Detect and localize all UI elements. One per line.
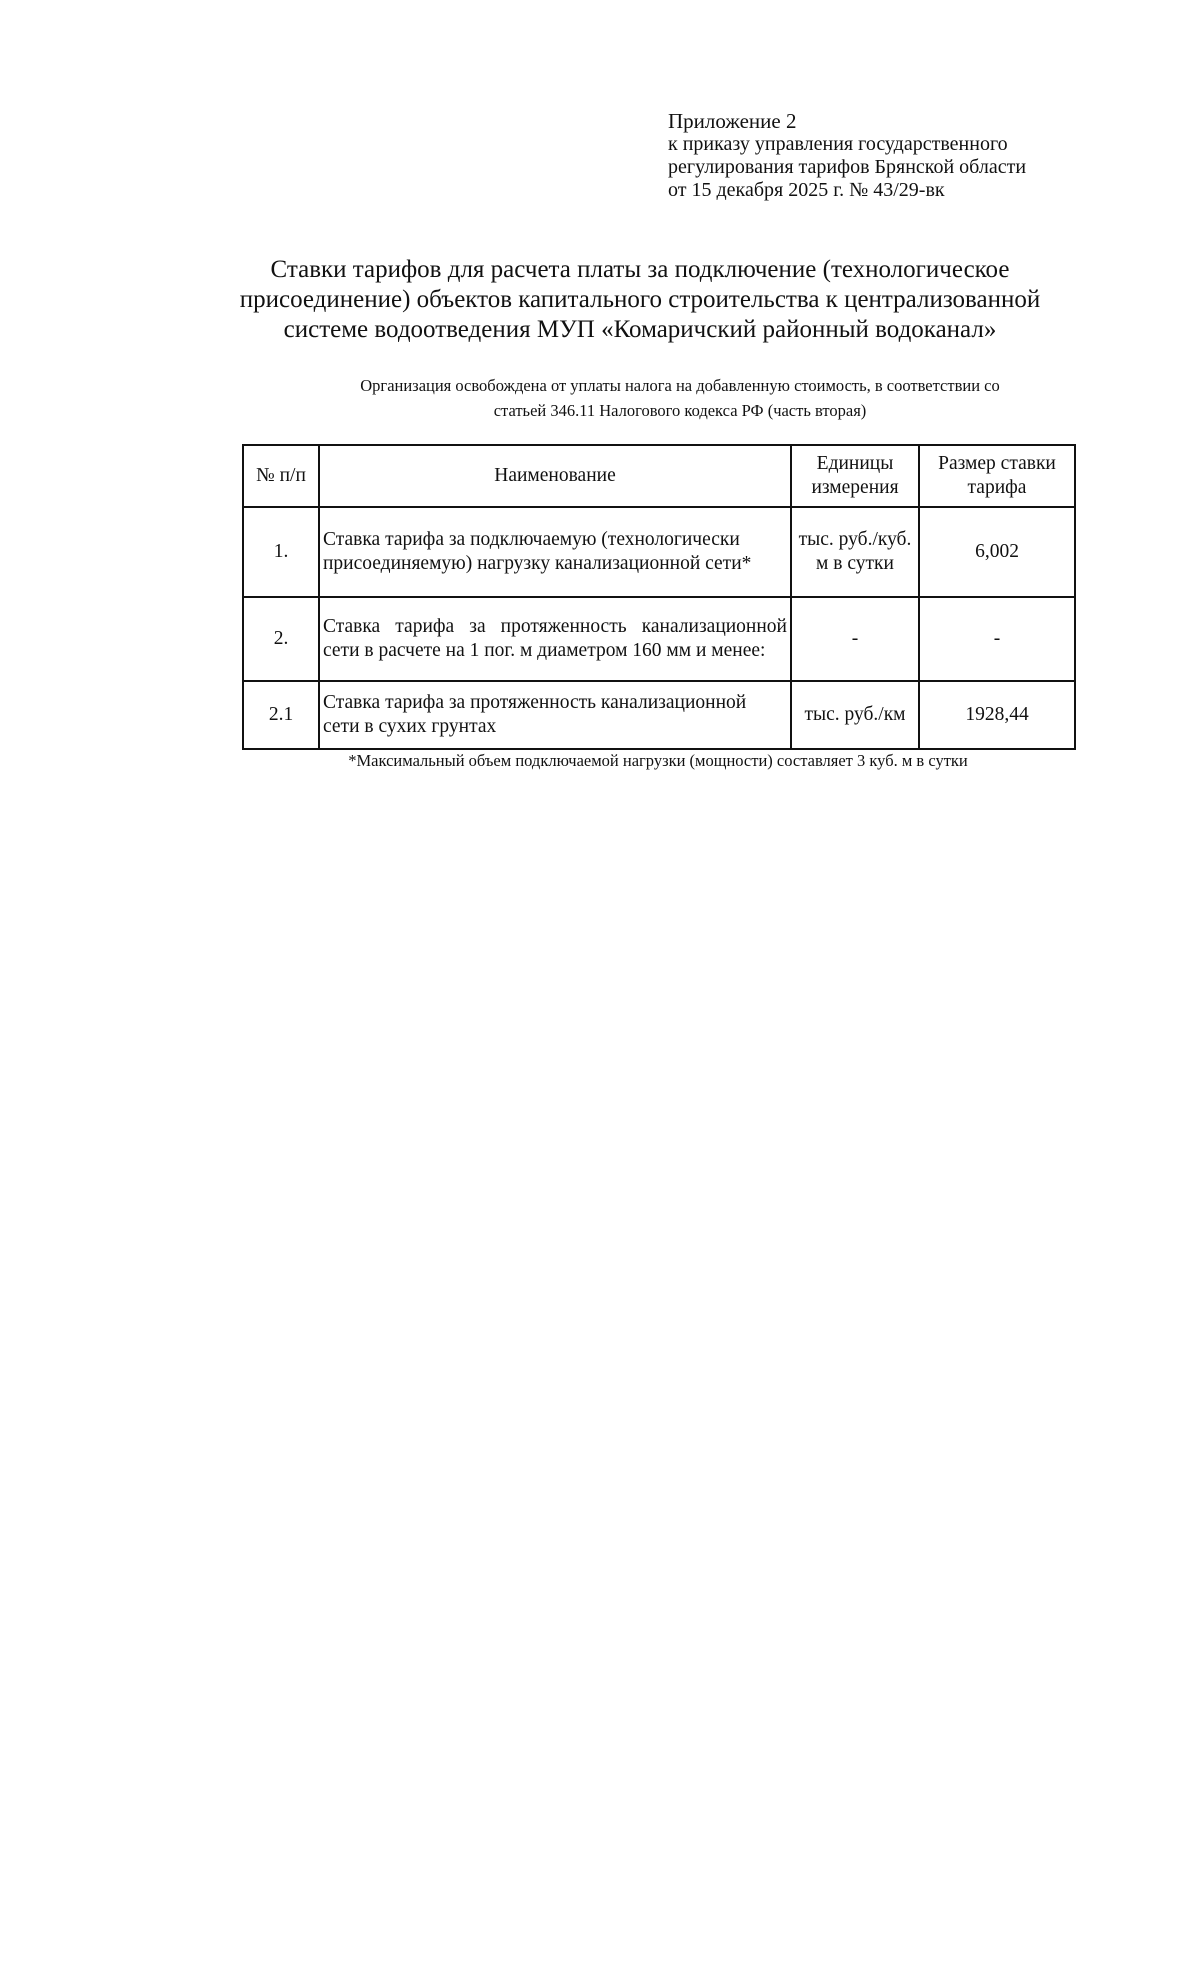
row-rate: - — [919, 597, 1075, 681]
row-unit: тыс. руб./куб. м в сутки — [791, 507, 919, 597]
appendix-number: Приложение 2 — [668, 109, 797, 133]
document-title-line-3: системе водоотведения МУП «Комаричский районный водоканал» — [283, 316, 997, 343]
appendix-header — [668, 110, 1026, 202]
row-rate: 6,002 — [919, 507, 1075, 597]
header-name: Наименование — [319, 445, 791, 507]
row-name: Ставка тарифа за подключаемую (технологически присоединяемую) нагрузку канализационной сети* — [319, 507, 791, 597]
table-row — [243, 507, 1075, 597]
header-number: № п/п — [243, 445, 319, 507]
vat-note-line-2: статьей 346.11 Налогового кодекса РФ (часть вторая) — [493, 401, 867, 420]
vat-note-line-1: Организация освобождена от уплаты налога на добавленную стоимость, в соответствии со — [360, 376, 1000, 395]
row-name: Ставка тарифа за протяженность канализационной сети в расчете на 1 пог. м диаметром 160 мм и менее: — [319, 597, 791, 681]
table-row — [243, 681, 1075, 749]
document-title-line-2: присоединение) объектов капитального строительства к централизованной — [239, 286, 1041, 313]
document-title — [200, 255, 1080, 345]
header-unit: Единицы измерения — [791, 445, 919, 507]
appendix-order-line: к приказу управления государственного — [668, 133, 1008, 155]
row-number: 2. — [243, 597, 319, 681]
appendix-authority-line: регулирования тарифов Брянской области — [668, 156, 1027, 178]
vat-exemption-note — [270, 373, 1090, 423]
load-footnote: *Максимальный объем подключаемой нагрузки (мощности) составляет 3 куб. м в сутки — [348, 751, 968, 770]
header-rate: Размер ставки тарифа — [919, 445, 1075, 507]
row-number: 2.1 — [243, 681, 319, 749]
table-header-row — [243, 445, 1075, 507]
appendix-date-line: от 15 декабря 2025 г. № 43/29-вк — [668, 179, 945, 201]
row-unit: тыс. руб./км — [791, 681, 919, 749]
document-title-line-1: Ставки тарифов для расчета платы за подключение (технологическое — [270, 256, 1010, 283]
row-rate: 1928,44 — [919, 681, 1075, 749]
row-number: 1. — [243, 507, 319, 597]
tariff-table — [242, 444, 1076, 750]
row-name: Ставка тарифа за протяженность канализационной сети в сухих грунтах — [319, 681, 791, 749]
table-row — [243, 597, 1075, 681]
row-unit: - — [791, 597, 919, 681]
